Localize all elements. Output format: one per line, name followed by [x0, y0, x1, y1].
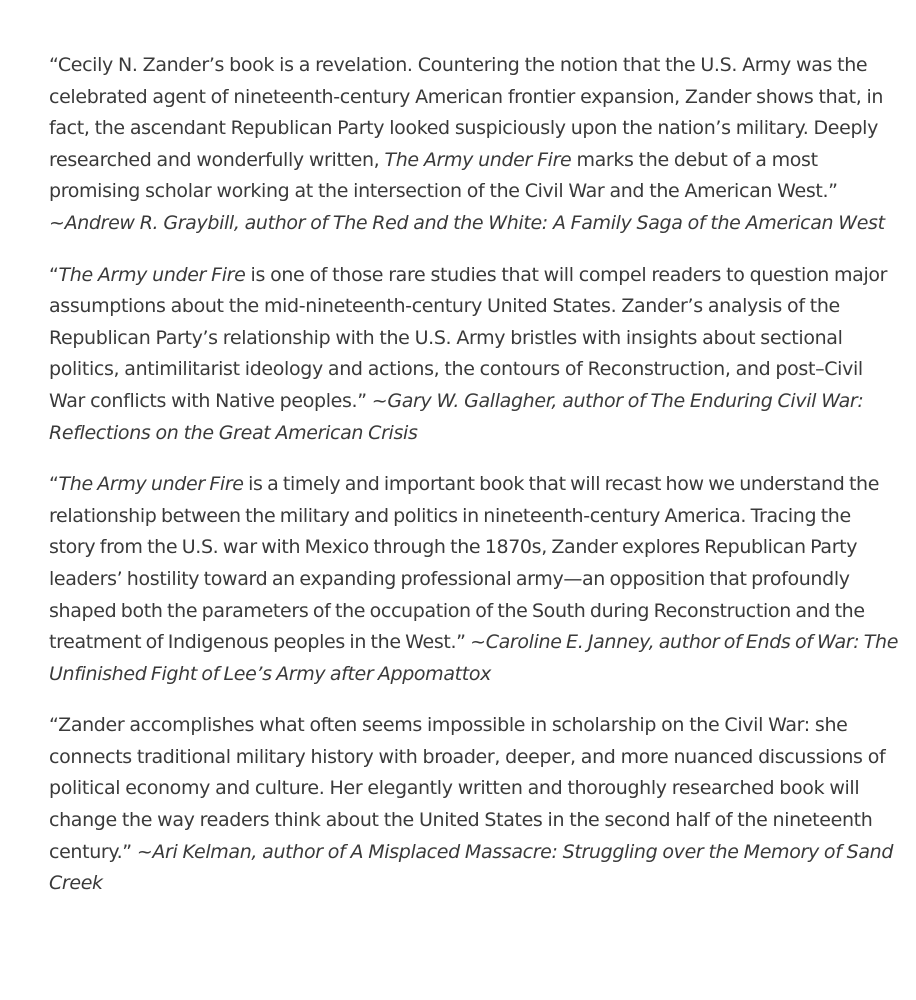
praise-quote-kelman	[49, 710, 901, 900]
praise-quote-gallagher	[49, 260, 901, 450]
quote-text: is one of those rare studies that will compel readers to question major assumptions about the mid-nineteenth-century United States. Zander’s analysis of the Republican Party’s relationship with the U.S. Army bristles with insights about sectional politics, antimilitarist ideology and actions, the contours of Reconstruction, and post–Civil War conflicts with Native peoples.”	[49, 263, 888, 412]
book-title: The Army under Fire	[384, 148, 572, 171]
book-title: The Army under Fire	[58, 263, 246, 286]
quote-attribution: ~Gary W. Gallagher, author of The Enduring Civil War: Reflections on the Great American Crisis	[49, 389, 864, 444]
quote-text: marks the debut of a most promising scholar working at the intersection of the Civil War and the American West.”	[49, 148, 838, 203]
quote-text: “	[49, 263, 59, 286]
praise-quote-janney	[49, 469, 901, 690]
praise-quote-graybill	[49, 50, 901, 240]
praise-section	[49, 50, 901, 900]
quote-text: is a timely and important book that will recast how we understand the relationship between the military and politics in nineteenth-century America. Tracing the story from the U.S. war with Mexico through the 1870s, Zander explores Republican Party leaders’ hostility toward an expanding professional army—an opposition that profoundly shaped both the parameters of the occupation of the South during Reconstruction and the treatment of Indigenous peoples in the West.”	[49, 473, 880, 654]
quote-text: “Cecily N. Zander’s book is a revelation. Countering the notion that the U.S. Army was the celebrated agent of nineteenth-century American frontier expansion, Zander shows that, in fact, the ascendant Republican Party looked suspiciously upon the nation’s military. Deeply researched and wonderfully written,	[49, 54, 884, 171]
quote-text: “	[49, 473, 59, 496]
quote-attribution: ~Caroline E. Janney, author of Ends of War: The Unfinished Fight of Lee’s Army after Appomattox	[49, 631, 899, 685]
quote-attribution: ~Andrew R. Graybill, author of The Red and the White: A Family Saga of the American West	[49, 211, 885, 234]
quote-text: “Zander accomplishes what often seems impossible in scholarship on the Civil War: she connects traditional military history with broader, deeper, and more nuanced discussions of political economy and culture. Her elegantly written and thoroughly researched book will change the way readers think about the United States in the second half of the nineteenth century.”	[49, 714, 886, 863]
quote-attribution: ~Ari Kelman, author of A Misplaced Massacre: Struggling over the Memory of Sand Creek	[49, 840, 894, 895]
book-title: The Army under Fire	[58, 473, 244, 496]
